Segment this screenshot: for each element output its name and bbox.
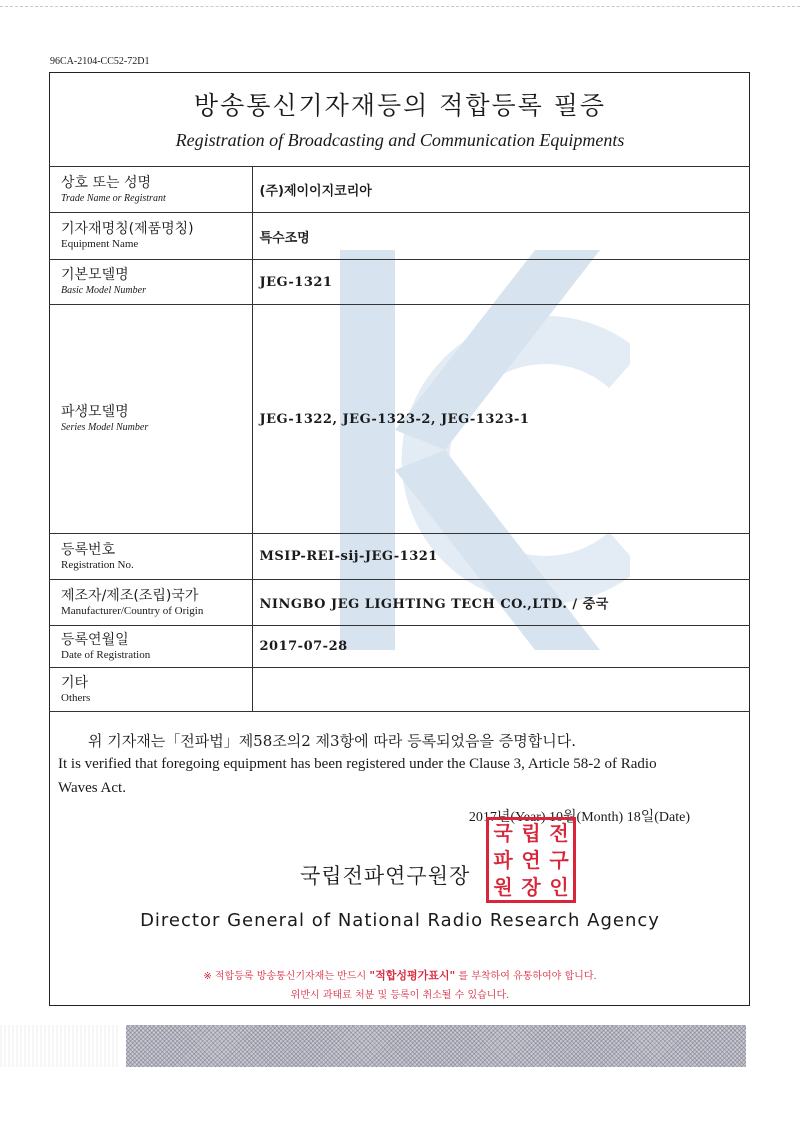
page-top-rule	[0, 6, 800, 7]
label-basic-model-ko: 기본모델명	[61, 267, 129, 283]
label-trade-name-ko: 상호 또는 성명	[61, 174, 152, 191]
value-trade-name: (주)제이이지코리아	[252, 167, 750, 213]
label-series-model-ko: 파생모델명	[61, 404, 129, 420]
seal-char: 국	[493, 821, 513, 846]
security-strip-left	[0, 1025, 118, 1067]
label-equipment-name-en: Equipment Name	[61, 238, 139, 250]
label-manufacturer-en: Manufacturer/Country of Origin	[61, 604, 204, 617]
seal-char: 구	[549, 847, 569, 872]
row-basic-model	[49, 260, 750, 305]
seal-char: 연	[521, 847, 541, 872]
title-english: Registration of Broadcasting and Communication Equipments	[175, 130, 625, 150]
issue-date: 2017년(Year) 10월(Month) 18일(Date)	[468, 810, 690, 825]
value-registration-no: MSIP-REI-sij-JEG-1321	[252, 534, 750, 580]
registration-info-table	[49, 166, 750, 712]
notice-line-1-post: 를 부착하여 유통하여야 합니다.	[458, 971, 597, 982]
document-id: 96CA-2104-CC52-72D1	[50, 56, 150, 67]
label-basic-model-en: Basic Model Number	[61, 285, 146, 296]
row-manufacturer	[49, 580, 750, 626]
label-registration-no-en: Registration No.	[61, 558, 134, 571]
row-series-model	[49, 305, 750, 534]
row-others	[49, 668, 750, 712]
notice-line-1-pre: ※ 적합등록 방송통신기자재는 반드시	[203, 971, 367, 982]
notice-line-1	[0, 967, 800, 983]
value-manufacturer: NINGBO JEG LIGHTING TECH CO.,LTD. / 중국	[252, 580, 750, 626]
label-registration-no-ko: 등록번호	[61, 541, 116, 558]
security-strip-right	[126, 1025, 746, 1067]
label-registration-date-ko: 등록연월일	[61, 631, 129, 648]
row-trade-name	[49, 167, 750, 213]
certification-statement-ko: 위 기자재는「전파법」제58조의2 제3항에 따라 등록되었음을 증명합니다.	[88, 732, 577, 750]
value-registration-date: 2017-07-28	[252, 626, 750, 668]
issuer-title-en: Director General of National Radio Research Agency	[140, 910, 660, 931]
value-equipment-name: 특수조명	[252, 213, 750, 260]
row-registration-no	[49, 534, 750, 580]
label-others-ko: 기타	[61, 674, 89, 691]
seal-char: 전	[549, 821, 569, 846]
value-basic-model: JEG-1321	[252, 260, 750, 305]
notice-line-2: 위반시 과태료 처분 및 등록이 취소될 수 있습니다.	[290, 990, 510, 1001]
value-others	[252, 668, 750, 712]
seal-char: 원	[493, 874, 513, 899]
issuer-title-ko: 국립전파연구원장	[300, 864, 471, 888]
official-seal-stamp	[486, 817, 576, 903]
row-equipment-name	[49, 213, 750, 260]
label-series-model-en: Series Model Number	[61, 422, 149, 433]
label-registration-date-en: Date of Registration	[61, 648, 151, 661]
label-others-en: Others	[61, 691, 91, 704]
title-korean: 방송통신기자재등의 적합등록 필증	[193, 91, 607, 120]
notice-line-1-emphasis: "적합성평가표시"	[369, 969, 456, 982]
value-series-model: JEG-1322, JEG-1323-2, JEG-1323-1	[252, 305, 750, 534]
seal-char: 인	[549, 874, 569, 899]
certification-statement-en: It is verified that foregoing equipment has been registered under the Clause 3, Article 58-2 of Radio Waves Act.	[58, 756, 657, 796]
seal-char: 파	[493, 847, 513, 872]
label-manufacturer-ko: 제조자/제조(조립)국가	[61, 587, 199, 604]
label-equipment-name-ko: 기자재명칭(제품명칭)	[61, 221, 194, 237]
seal-char: 장	[521, 874, 541, 899]
row-registration-date	[49, 626, 750, 668]
seal-char: 립	[521, 821, 541, 846]
label-trade-name-en: Trade Name or Registrant	[61, 192, 166, 204]
